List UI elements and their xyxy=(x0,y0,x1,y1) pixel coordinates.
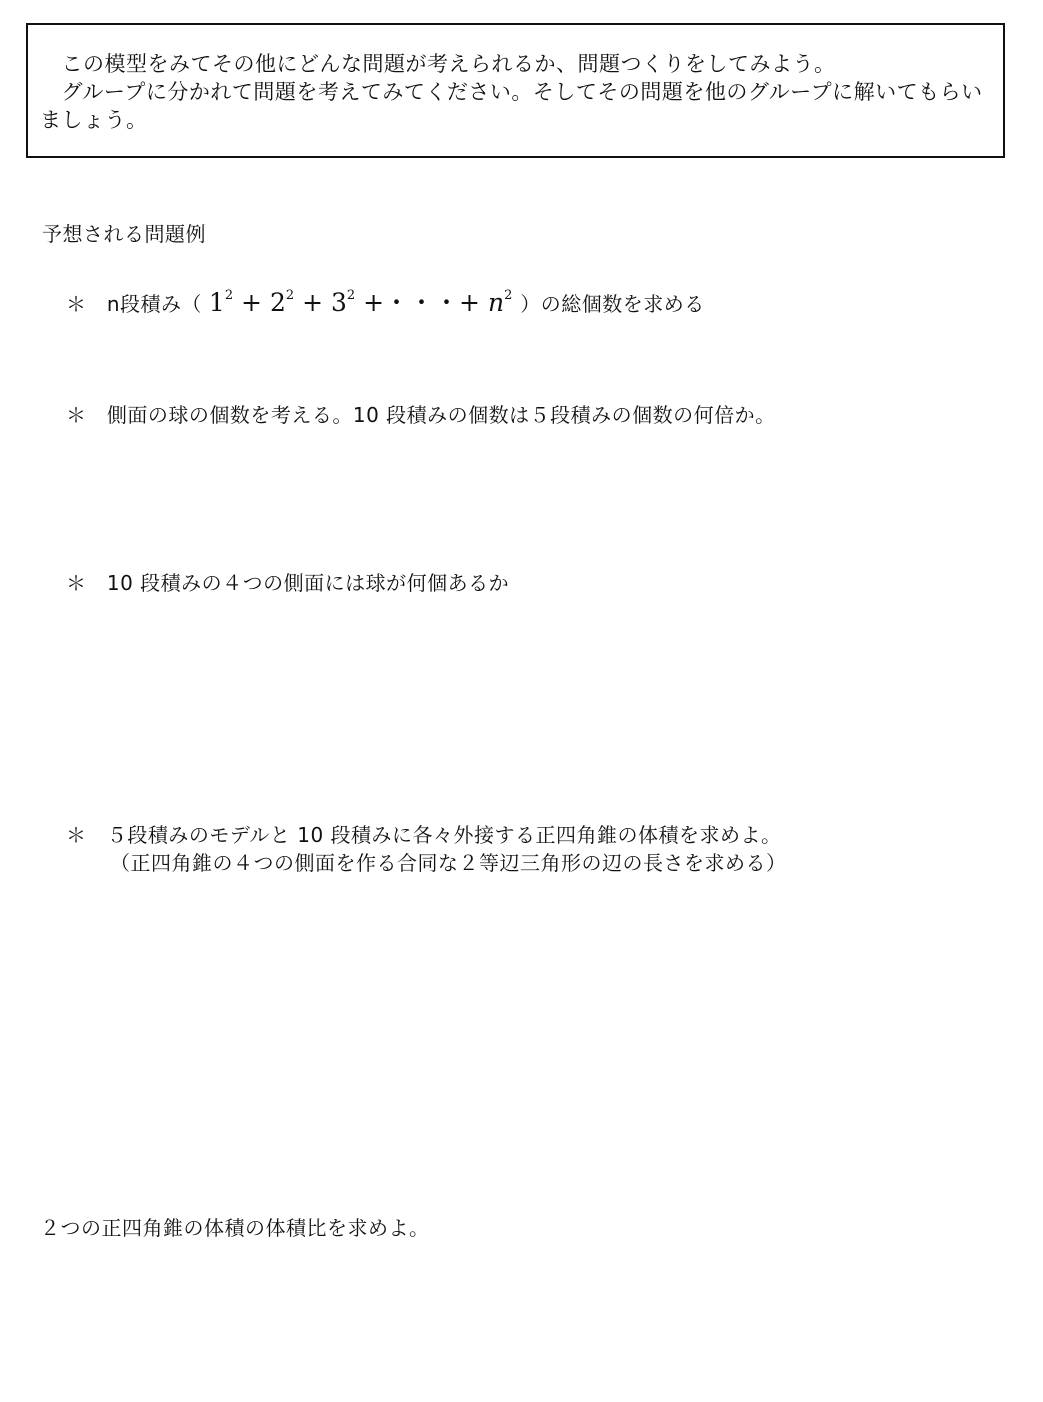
plus-2: + xyxy=(294,288,331,317)
problem-4-note: （正四角錐の４つの側面を作る合同な２等辺三角形の辺の長さを求める） xyxy=(110,851,787,875)
asterisk-bullet: ＊ xyxy=(66,571,87,595)
exponent-1: 2 xyxy=(224,288,234,303)
term-2: 2 xyxy=(269,288,286,317)
plus-ellipsis: +・・・+ xyxy=(355,288,488,317)
term-1: 1 xyxy=(208,288,225,317)
exponent-2: 2 xyxy=(285,288,295,303)
section-heading: 予想される問題例 xyxy=(42,222,206,246)
instruction-line-2: グループに分かれて問題を考えてみてください。そしてその問題を他のグループに解いてもらいましょう。 xyxy=(40,80,983,132)
problem-item-1 xyxy=(66,283,705,319)
problem-4-text: ５段積みのモデルと 10 段積みに各々外接する正四角錐の体積を求めよ。 xyxy=(106,823,782,847)
asterisk-bullet: ＊ xyxy=(66,403,87,427)
problem-2-text: 側面の球の個数を考える。10 段積みの個数は５段積みの個数の何倍か。 xyxy=(106,403,776,427)
exponent-n: 2 xyxy=(504,288,513,303)
problem-3-text: 10 段積みの４つの側面には球が何個あるか xyxy=(106,571,510,595)
instruction-text xyxy=(40,50,1000,134)
problem-1-prefix: n段積み（ xyxy=(106,292,203,316)
problem-item-3 xyxy=(66,567,509,596)
plus-1: + xyxy=(233,288,270,317)
asterisk-bullet: ＊ xyxy=(66,292,87,316)
asterisk-bullet: ＊ xyxy=(66,823,87,847)
problem-item-4 xyxy=(66,819,782,848)
term-n: n xyxy=(487,288,505,317)
term-3: 3 xyxy=(330,288,347,317)
instruction-line-1: この模型をみてその他にどんな問題が考えられるか、問題つくりをしてみよう。 xyxy=(40,52,836,76)
problem-item-2 xyxy=(66,399,776,428)
problem-1-suffix: ）の総個数を求める xyxy=(520,292,705,316)
exponent-3: 2 xyxy=(346,288,356,303)
final-question: ２つの正四角錐の体積の体積比を求めよ。 xyxy=(40,1216,430,1240)
sum-of-squares-formula xyxy=(209,288,520,317)
